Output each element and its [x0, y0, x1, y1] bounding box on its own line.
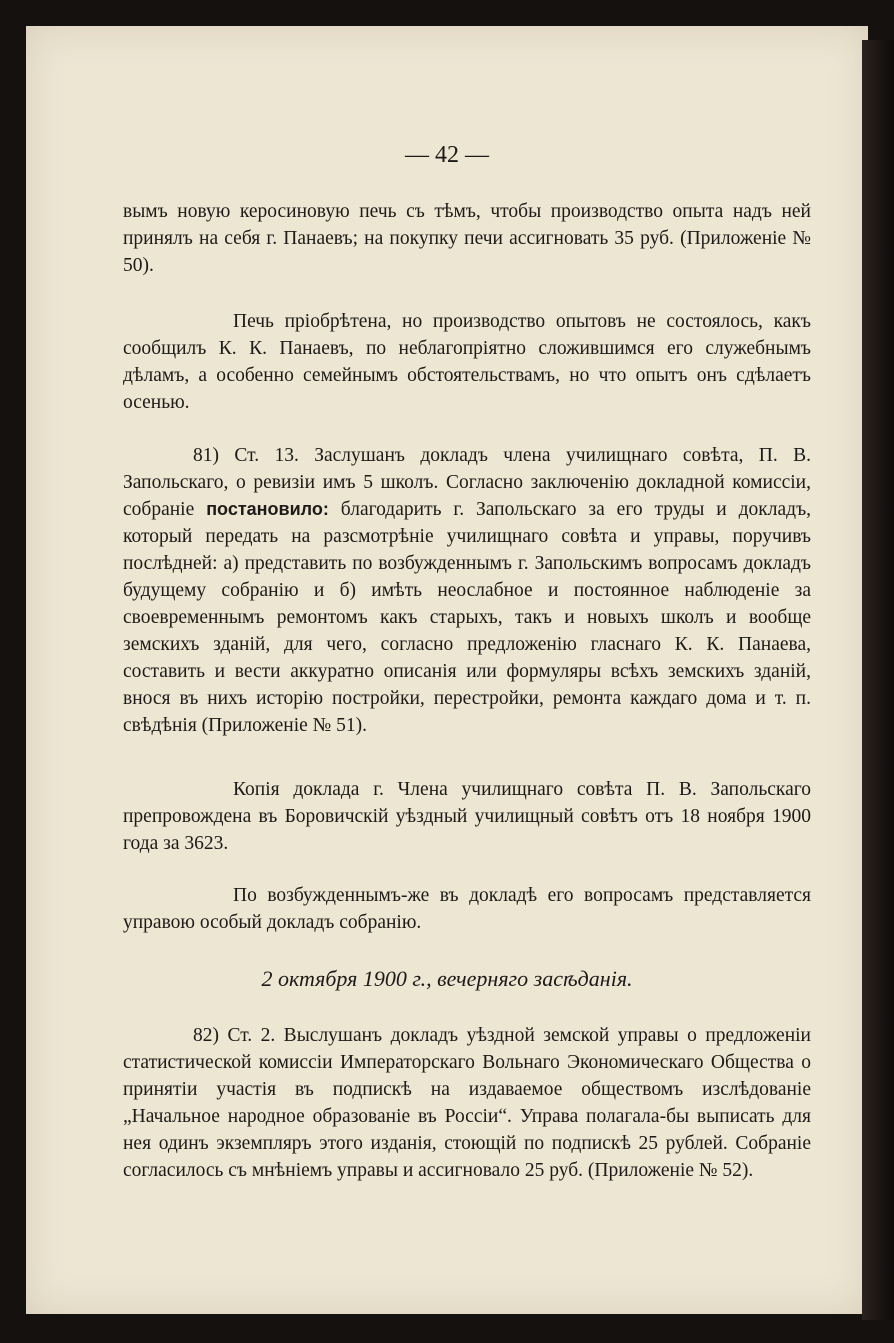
paragraph-continuation	[123, 198, 811, 279]
paragraph-item-82	[123, 1022, 811, 1184]
session-heading: 2 октября 1900 г., вечерняго засѣданія.	[261, 966, 633, 991]
paragraph-item-81	[123, 442, 811, 739]
paragraph-text	[123, 442, 811, 739]
paragraph-text: 82) Ст. 2. Выслушанъ докладъ уѣздной земской управы о предложеніи статистической комиссіи Императорскаго Вольнаго Экономическаго Общества о принятіи участія въ подпискѣ на издаваемое обществомъ изслѣдованіе „Начальное народное образованіе въ Россіи“. Управа полагала-бы выписать для нея одинъ экземпляръ этого изданія, стоющій по подпискѣ 25 рублей. Собраніе согласилось съ мнѣніемъ управы и ассигновало 25 руб. (Приложеніе № 52).	[123, 1025, 811, 1181]
book-page	[26, 26, 868, 1314]
paragraph-segment: благодарить г. Запольскаго за его труды и докладъ, который передать на разсмотрѣніе училищнаго совѣта и управы, поручивъ послѣдней: а) представить по возбужденнымъ г. Запольскимъ вопросамъ докладъ будущему собранію и б) имѣть неослабное и постоянное наблюденіе за своевременнымъ ремонтомъ какъ старыхъ, такъ и новыхъ школъ и вообще земскихъ зданій, для чего, согласно предложенію гласнаго К. К. Панаева, составить и вести аккуратно описанія или формуляры всѣхъ земскихъ зданій, внося въ нихъ исторію постройки, перестройки, ремонта каждаго дома и т. п. свѣдѣнія (Приложеніе № 51).	[123, 499, 812, 736]
paragraph-text: Копія доклада г. Члена училищнаго совѣта П. В. Запольскаго препровождена въ Боровичскій уѣздный училищный совѣтъ отъ 18 ноября 1900 года за 3623.	[123, 779, 811, 854]
paragraph-special-report	[123, 882, 811, 936]
paragraph-text: Печь пріобрѣтена, но производство опытовъ не состоялось, какъ сообщилъ К. К. Панаевъ, по неблагопріятно сложившимся его служебнымъ дѣламъ, а особенно семейнымъ обстоятельствамъ, но что опытъ онъ сдѣлаетъ осенью.	[123, 311, 811, 413]
paragraph-copy-report	[123, 776, 811, 857]
resolution-keyword: постановило:	[206, 499, 329, 519]
paragraph-segment: 81) Ст. 13. Заслушанъ докладъ члена училищнаго совѣта, П. В. Запольскаго, о ревизіи имъ 5 школъ. Согласно заключенію докладной комиссіи, собраніе	[123, 445, 811, 520]
paragraph-text: По возбужденнымъ-же въ докладѣ его вопросамъ представляется управою особый докладъ собранію.	[123, 885, 811, 933]
page-number: — 42 —	[405, 142, 489, 168]
paragraph-stove	[123, 308, 811, 416]
book-gutter	[862, 40, 894, 1320]
paragraph-text: вымъ новую керосиновую печь съ тѣмъ, чтобы производство опыта надъ ней принялъ на себя г. Панаевъ; на покупку печи ассигновать 35 руб. (Приложеніе № 50).	[123, 201, 811, 276]
